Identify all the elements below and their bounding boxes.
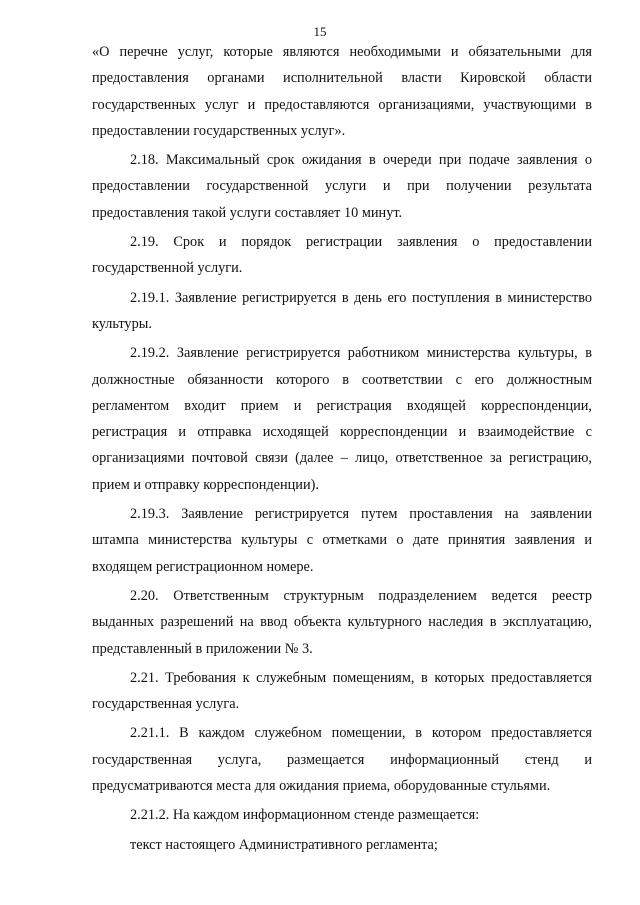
paragraph-2-20: 2.20. Ответственным структурным подразделением ведется реестр выданных разрешений на ввод объекта культурного наследия в эксплуатацию, представленный в приложении № 3. [92, 587, 592, 657]
paragraph-regulation-text-item: текст настоящего Административного регламента; [130, 836, 438, 853]
paragraph-2-19-3: 2.19.3. Заявление регистрируется путем проставления на заявлении штампа министерства культуры с отметками о дате принятия заявления и входящем регистрационном номере. [92, 506, 592, 575]
page-number: 15 [313, 24, 327, 39]
document-body [92, 36, 592, 858]
paragraph-2-21-1: 2.21.1. В каждом служебном помещении, в котором предоставляется государственная услуга, размещается информационный стенд и предусматриваются места для ожидания приема, оборудованные стульями. [92, 725, 592, 795]
paragraph-2-19-2: 2.19.2. Заявление регистрируется работником министерства культуры, в должностные обязанности которого в соответствии с его должностным регламентом входит прием и регистрация входящей корреспонденции, регистрация и отправка исходящей корреспонденции и взаимодействие с организациями почтовой связи (далее – лицо, ответственное за регистрацию, прием и отправку корреспонденции). [92, 345, 592, 493]
paragraph-2-18: 2.18. Максимальный срок ожидания в очереди при подаче заявления о предоставлении государственной услуги и при получении результата предоставления такой услуги составляет 10 минут. [92, 152, 592, 221]
paragraph-2-21-2: 2.21.2. На каждом информационном стенде размещается: [130, 807, 480, 824]
paragraph-2-19: 2.19. Срок и порядок регистрации заявления о предоставлении государственной услуги. [92, 234, 592, 277]
paragraph-service-list-continuation: «О перечне услуг, которые являются необходимыми и обязательными для предоставления органами исполнительной власти Кировской области государственных услуг и предоставляются организациями, участвующими в предоставлении государственных услуг». [92, 44, 592, 139]
paragraph-2-21: 2.21. Требования к служебным помещениям, в которых предоставляется государственная услуга. [92, 669, 592, 713]
paragraph-2-19-1: 2.19.1. Заявление регистрируется в день его поступления в министерство культуры. [92, 289, 592, 332]
